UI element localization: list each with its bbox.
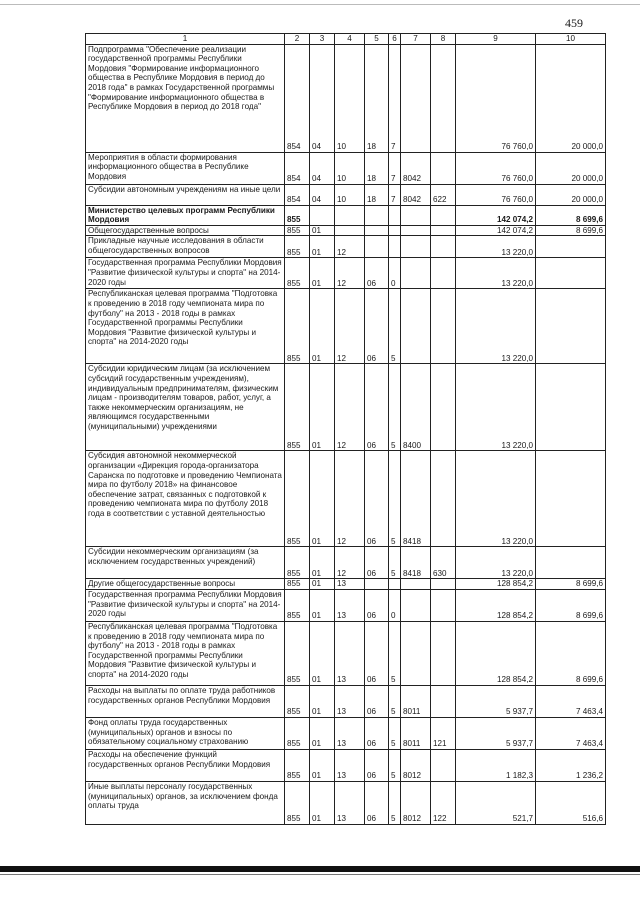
- program-cell: [365, 225, 389, 236]
- amount-year2-cell: [536, 451, 606, 547]
- amount-year1-cell: 5 937,7: [456, 717, 536, 749]
- item-name-cell: Государственная программа Республики Мордовия "Развитие физической культуры и спорта" на 2014-2020 годы: [86, 589, 285, 621]
- subprogram-cell: 5: [389, 717, 401, 749]
- table-row: [86, 579, 606, 590]
- subprogram-cell: 5: [389, 289, 401, 364]
- item-name-cell: Республиканская целевая программа "Подготовка к проведению в 2018 году чемпионата мира по футболу" на 2013 - 2018 годы в рамках Государственной программы Республики Мордовия "Развитие физической культуры и спорта" на 2014-2020 годы: [86, 621, 285, 685]
- table-row: [86, 258, 606, 289]
- ministry-code-cell: 854: [285, 152, 310, 184]
- amount-year1-cell: 76 760,0: [456, 184, 536, 205]
- subsection-cell: [335, 225, 365, 236]
- table-row: [86, 236, 606, 258]
- amount-year2-cell: 7 463,4: [536, 717, 606, 749]
- expense-type-cell: [431, 621, 456, 685]
- expense-type-cell: [431, 258, 456, 289]
- amount-year2-cell: 1 236,2: [536, 749, 606, 781]
- item-name-cell: Другие общегосударственные вопросы: [86, 579, 285, 590]
- subprogram-cell: [389, 236, 401, 258]
- direction-cell: 8012: [401, 781, 431, 824]
- column-header: 9: [456, 34, 536, 45]
- column-header: 10: [536, 34, 606, 45]
- ministry-code-cell: 855: [285, 589, 310, 621]
- subsection-cell: 10: [335, 44, 365, 152]
- expense-type-cell: 630: [431, 547, 456, 579]
- direction-cell: 8400: [401, 364, 431, 451]
- amount-year1-cell: 13 220,0: [456, 364, 536, 451]
- section-cell: 01: [310, 621, 335, 685]
- amount-year1-cell: 521,7: [456, 781, 536, 824]
- item-name-cell: Субсидия автономной некоммерческой организации «Дирекция города-организатора Саранска по подготовке и проведению Чемпионата мира по футболу 2018» на финансовое обеспечение затрат, связанных с подготовкой к проведению чемпионата мира по футболу 2018 года в соответствии с уставной деятельностью: [86, 451, 285, 547]
- table-row: [86, 749, 606, 781]
- ministry-code-cell: 855: [285, 547, 310, 579]
- amount-year1-cell: 128 854,2: [456, 589, 536, 621]
- amount-year1-cell: 128 854,2: [456, 579, 536, 590]
- expense-type-cell: 121: [431, 717, 456, 749]
- section-cell: [310, 205, 335, 225]
- table-row: [86, 451, 606, 547]
- ministry-code-cell: 855: [285, 579, 310, 590]
- direction-cell: 8042: [401, 184, 431, 205]
- subprogram-cell: 5: [389, 749, 401, 781]
- amount-year1-cell: 142 074,2: [456, 205, 536, 225]
- section-cell: 01: [310, 225, 335, 236]
- ministry-code-cell: 855: [285, 749, 310, 781]
- amount-year2-cell: [536, 236, 606, 258]
- section-cell: 01: [310, 236, 335, 258]
- section-cell: 04: [310, 152, 335, 184]
- table-row: [86, 685, 606, 717]
- section-cell: 01: [310, 685, 335, 717]
- item-name-cell: Расходы на выплаты по оплате труда работников государственных органов Республики Мордовия: [86, 685, 285, 717]
- section-cell: 01: [310, 547, 335, 579]
- expense-type-cell: [431, 289, 456, 364]
- subsection-cell: 13: [335, 685, 365, 717]
- expense-type-cell: [431, 749, 456, 781]
- column-header: 3: [310, 34, 335, 45]
- section-cell: 01: [310, 749, 335, 781]
- amount-year2-cell: 8 699,6: [536, 225, 606, 236]
- table-body: [86, 34, 606, 825]
- item-name-cell: Прикладные научные исследования в области общегосударственных вопросов: [86, 236, 285, 258]
- expense-type-cell: [431, 589, 456, 621]
- item-name-cell: Министерство целевых программ Республики Мордовия: [86, 205, 285, 225]
- subprogram-cell: 0: [389, 258, 401, 289]
- column-header: 4: [335, 34, 365, 45]
- program-cell: 06: [365, 547, 389, 579]
- page-number: 459: [565, 16, 583, 30]
- section-cell: 01: [310, 258, 335, 289]
- direction-cell: [401, 225, 431, 236]
- subsection-cell: 12: [335, 451, 365, 547]
- amount-year1-cell: 13 220,0: [456, 258, 536, 289]
- expense-type-cell: [431, 44, 456, 152]
- program-cell: 06: [365, 717, 389, 749]
- amount-year2-cell: [536, 258, 606, 289]
- program-cell: 06: [365, 749, 389, 781]
- expense-type-cell: [431, 225, 456, 236]
- direction-cell: 8011: [401, 685, 431, 717]
- subsection-cell: 12: [335, 258, 365, 289]
- ministry-code-cell: 855: [285, 781, 310, 824]
- section-cell: 01: [310, 289, 335, 364]
- amount-year1-cell: 142 074,2: [456, 225, 536, 236]
- ministry-code-cell: 855: [285, 717, 310, 749]
- amount-year1-cell: 13 220,0: [456, 289, 536, 364]
- scan-edge-line: [0, 874, 640, 875]
- item-name-cell: Фонд оплаты труда государственных (муниципальных) органов и взносы по обязательному социальному страхованию: [86, 717, 285, 749]
- expense-type-cell: [431, 364, 456, 451]
- ministry-code-cell: 854: [285, 184, 310, 205]
- item-name-cell: Мероприятия в области формирования информационного общества в Республике Мордовия: [86, 152, 285, 184]
- ministry-code-cell: 855: [285, 225, 310, 236]
- subprogram-cell: 5: [389, 685, 401, 717]
- direction-cell: [401, 236, 431, 258]
- section-cell: 04: [310, 184, 335, 205]
- ministry-code-cell: 855: [285, 289, 310, 364]
- amount-year2-cell: [536, 547, 606, 579]
- table-row: [86, 205, 606, 225]
- table-header-row: [86, 34, 606, 45]
- item-name-cell: Субсидии юридическим лицам (за исключением субсидий государственным учреждениям), индивидуальным предпринимателям, физическим лицам - производителям товаров, работ, услуг, а также некоммерческим организациям, не являющимся государственными (муниципальными) учреждениями: [86, 364, 285, 451]
- amount-year1-cell: 13 220,0: [456, 236, 536, 258]
- amount-year1-cell: 128 854,2: [456, 621, 536, 685]
- amount-year2-cell: 7 463,4: [536, 685, 606, 717]
- ministry-code-cell: 855: [285, 236, 310, 258]
- expense-type-cell: 122: [431, 781, 456, 824]
- expense-type-cell: [431, 236, 456, 258]
- subprogram-cell: 5: [389, 621, 401, 685]
- column-header: 2: [285, 34, 310, 45]
- amount-year2-cell: [536, 364, 606, 451]
- subsection-cell: 12: [335, 364, 365, 451]
- subsection-cell: 10: [335, 152, 365, 184]
- program-cell: 06: [365, 258, 389, 289]
- subsection-cell: 13: [335, 781, 365, 824]
- amount-year2-cell: 8 699,6: [536, 579, 606, 590]
- program-cell: [365, 579, 389, 590]
- program-cell: 18: [365, 44, 389, 152]
- subsection-cell: 13: [335, 717, 365, 749]
- section-cell: 01: [310, 364, 335, 451]
- table-row: [86, 44, 606, 152]
- subprogram-cell: 0: [389, 589, 401, 621]
- direction-cell: [401, 579, 431, 590]
- item-name-cell: Общегосударственные вопросы: [86, 225, 285, 236]
- direction-cell: 8042: [401, 152, 431, 184]
- program-cell: 06: [365, 781, 389, 824]
- table-row: [86, 547, 606, 579]
- ministry-code-cell: 855: [285, 685, 310, 717]
- program-cell: 06: [365, 589, 389, 621]
- item-name-cell: Расходы на обеспечение функций государственных органов Республики Мордовия: [86, 749, 285, 781]
- amount-year1-cell: 1 182,3: [456, 749, 536, 781]
- direction-cell: [401, 44, 431, 152]
- amount-year1-cell: 13 220,0: [456, 547, 536, 579]
- subprogram-cell: 7: [389, 152, 401, 184]
- subsection-cell: 12: [335, 236, 365, 258]
- expense-type-cell: 622: [431, 184, 456, 205]
- column-header: 8: [431, 34, 456, 45]
- item-name-cell: Иные выплаты персоналу государственных (муниципальных) органов, за исключением фонда оплаты труда: [86, 781, 285, 824]
- item-name-cell: Подпрограмма "Обеспечение реализации государственной программы Республики Мордовия "Формирование информационного общества в Республике Мордовия в период до 2018 года" в рамках Государственной программы "Формирование информационного общества в Республике Мордовия в период до 2018 года": [86, 44, 285, 152]
- item-name-cell: Субсидии некоммерческим организациям (за исключением государственных учреждений): [86, 547, 285, 579]
- program-cell: 06: [365, 364, 389, 451]
- subsection-cell: 13: [335, 749, 365, 781]
- subsection-cell: 12: [335, 547, 365, 579]
- table-row: [86, 589, 606, 621]
- section-cell: 01: [310, 717, 335, 749]
- table-row: [86, 184, 606, 205]
- subprogram-cell: 7: [389, 44, 401, 152]
- subprogram-cell: 5: [389, 781, 401, 824]
- subprogram-cell: [389, 225, 401, 236]
- subsection-cell: 13: [335, 589, 365, 621]
- program-cell: 18: [365, 184, 389, 205]
- expense-type-cell: [431, 152, 456, 184]
- program-cell: 18: [365, 152, 389, 184]
- direction-cell: [401, 289, 431, 364]
- subsection-cell: 12: [335, 289, 365, 364]
- scan-edge-bottom: [0, 866, 640, 872]
- amount-year2-cell: 8 699,6: [536, 205, 606, 225]
- section-cell: 01: [310, 451, 335, 547]
- direction-cell: [401, 621, 431, 685]
- program-cell: 06: [365, 289, 389, 364]
- amount-year2-cell: 8 699,6: [536, 589, 606, 621]
- program-cell: [365, 236, 389, 258]
- direction-cell: 8418: [401, 547, 431, 579]
- direction-cell: 8011: [401, 717, 431, 749]
- table-row: [86, 225, 606, 236]
- item-name-cell: Субсидии автономным учреждениям на иные цели: [86, 184, 285, 205]
- ministry-code-cell: 854: [285, 44, 310, 152]
- item-name-cell: Государственная программа Республики Мордовия "Развитие физической культуры и спорта" на 2014-2020 годы: [86, 258, 285, 289]
- section-cell: 01: [310, 589, 335, 621]
- subprogram-cell: [389, 205, 401, 225]
- budget-table: [85, 33, 606, 825]
- subprogram-cell: [389, 579, 401, 590]
- subsection-cell: 10: [335, 184, 365, 205]
- ministry-code-cell: 855: [285, 205, 310, 225]
- subprogram-cell: 5: [389, 451, 401, 547]
- program-cell: 06: [365, 451, 389, 547]
- expense-type-cell: [431, 205, 456, 225]
- subsection-cell: 13: [335, 579, 365, 590]
- table-row: [86, 781, 606, 824]
- amount-year1-cell: 5 937,7: [456, 685, 536, 717]
- column-header: 5: [365, 34, 389, 45]
- ministry-code-cell: 855: [285, 451, 310, 547]
- subprogram-cell: 7: [389, 184, 401, 205]
- direction-cell: [401, 258, 431, 289]
- amount-year2-cell: 20 000,0: [536, 184, 606, 205]
- amount-year2-cell: 20 000,0: [536, 152, 606, 184]
- direction-cell: [401, 205, 431, 225]
- ministry-code-cell: 855: [285, 621, 310, 685]
- subprogram-cell: 5: [389, 364, 401, 451]
- column-header: 7: [401, 34, 431, 45]
- table-row: [86, 152, 606, 184]
- subprogram-cell: 5: [389, 547, 401, 579]
- column-header: 6: [389, 34, 401, 45]
- scan-edge-top: [0, 4, 640, 5]
- amount-year2-cell: [536, 289, 606, 364]
- section-cell: 01: [310, 579, 335, 590]
- program-cell: 06: [365, 685, 389, 717]
- item-name-cell: Республиканская целевая программа "Подготовка к проведению в 2018 году чемпионата мира по футболу" на 2013 - 2018 годы в рамках Государственной программы Республики Мордовия "Развитие физической культуры и спорта" на 2014-2020 годы: [86, 289, 285, 364]
- section-cell: 01: [310, 781, 335, 824]
- direction-cell: 8012: [401, 749, 431, 781]
- table-row: [86, 289, 606, 364]
- section-cell: 04: [310, 44, 335, 152]
- direction-cell: 8418: [401, 451, 431, 547]
- ministry-code-cell: 855: [285, 258, 310, 289]
- amount-year1-cell: 76 760,0: [456, 152, 536, 184]
- table-row: [86, 364, 606, 451]
- expense-type-cell: [431, 685, 456, 717]
- subsection-cell: 13: [335, 621, 365, 685]
- program-cell: [365, 205, 389, 225]
- amount-year2-cell: 8 699,6: [536, 621, 606, 685]
- table-row: [86, 621, 606, 685]
- program-cell: 06: [365, 621, 389, 685]
- direction-cell: [401, 589, 431, 621]
- ministry-code-cell: 855: [285, 364, 310, 451]
- column-header: 1: [86, 34, 285, 45]
- amount-year1-cell: 76 760,0: [456, 44, 536, 152]
- amount-year2-cell: 20 000,0: [536, 44, 606, 152]
- expense-type-cell: [431, 451, 456, 547]
- expense-type-cell: [431, 579, 456, 590]
- amount-year1-cell: 13 220,0: [456, 451, 536, 547]
- table-row: [86, 717, 606, 749]
- subsection-cell: [335, 205, 365, 225]
- amount-year2-cell: 516,6: [536, 781, 606, 824]
